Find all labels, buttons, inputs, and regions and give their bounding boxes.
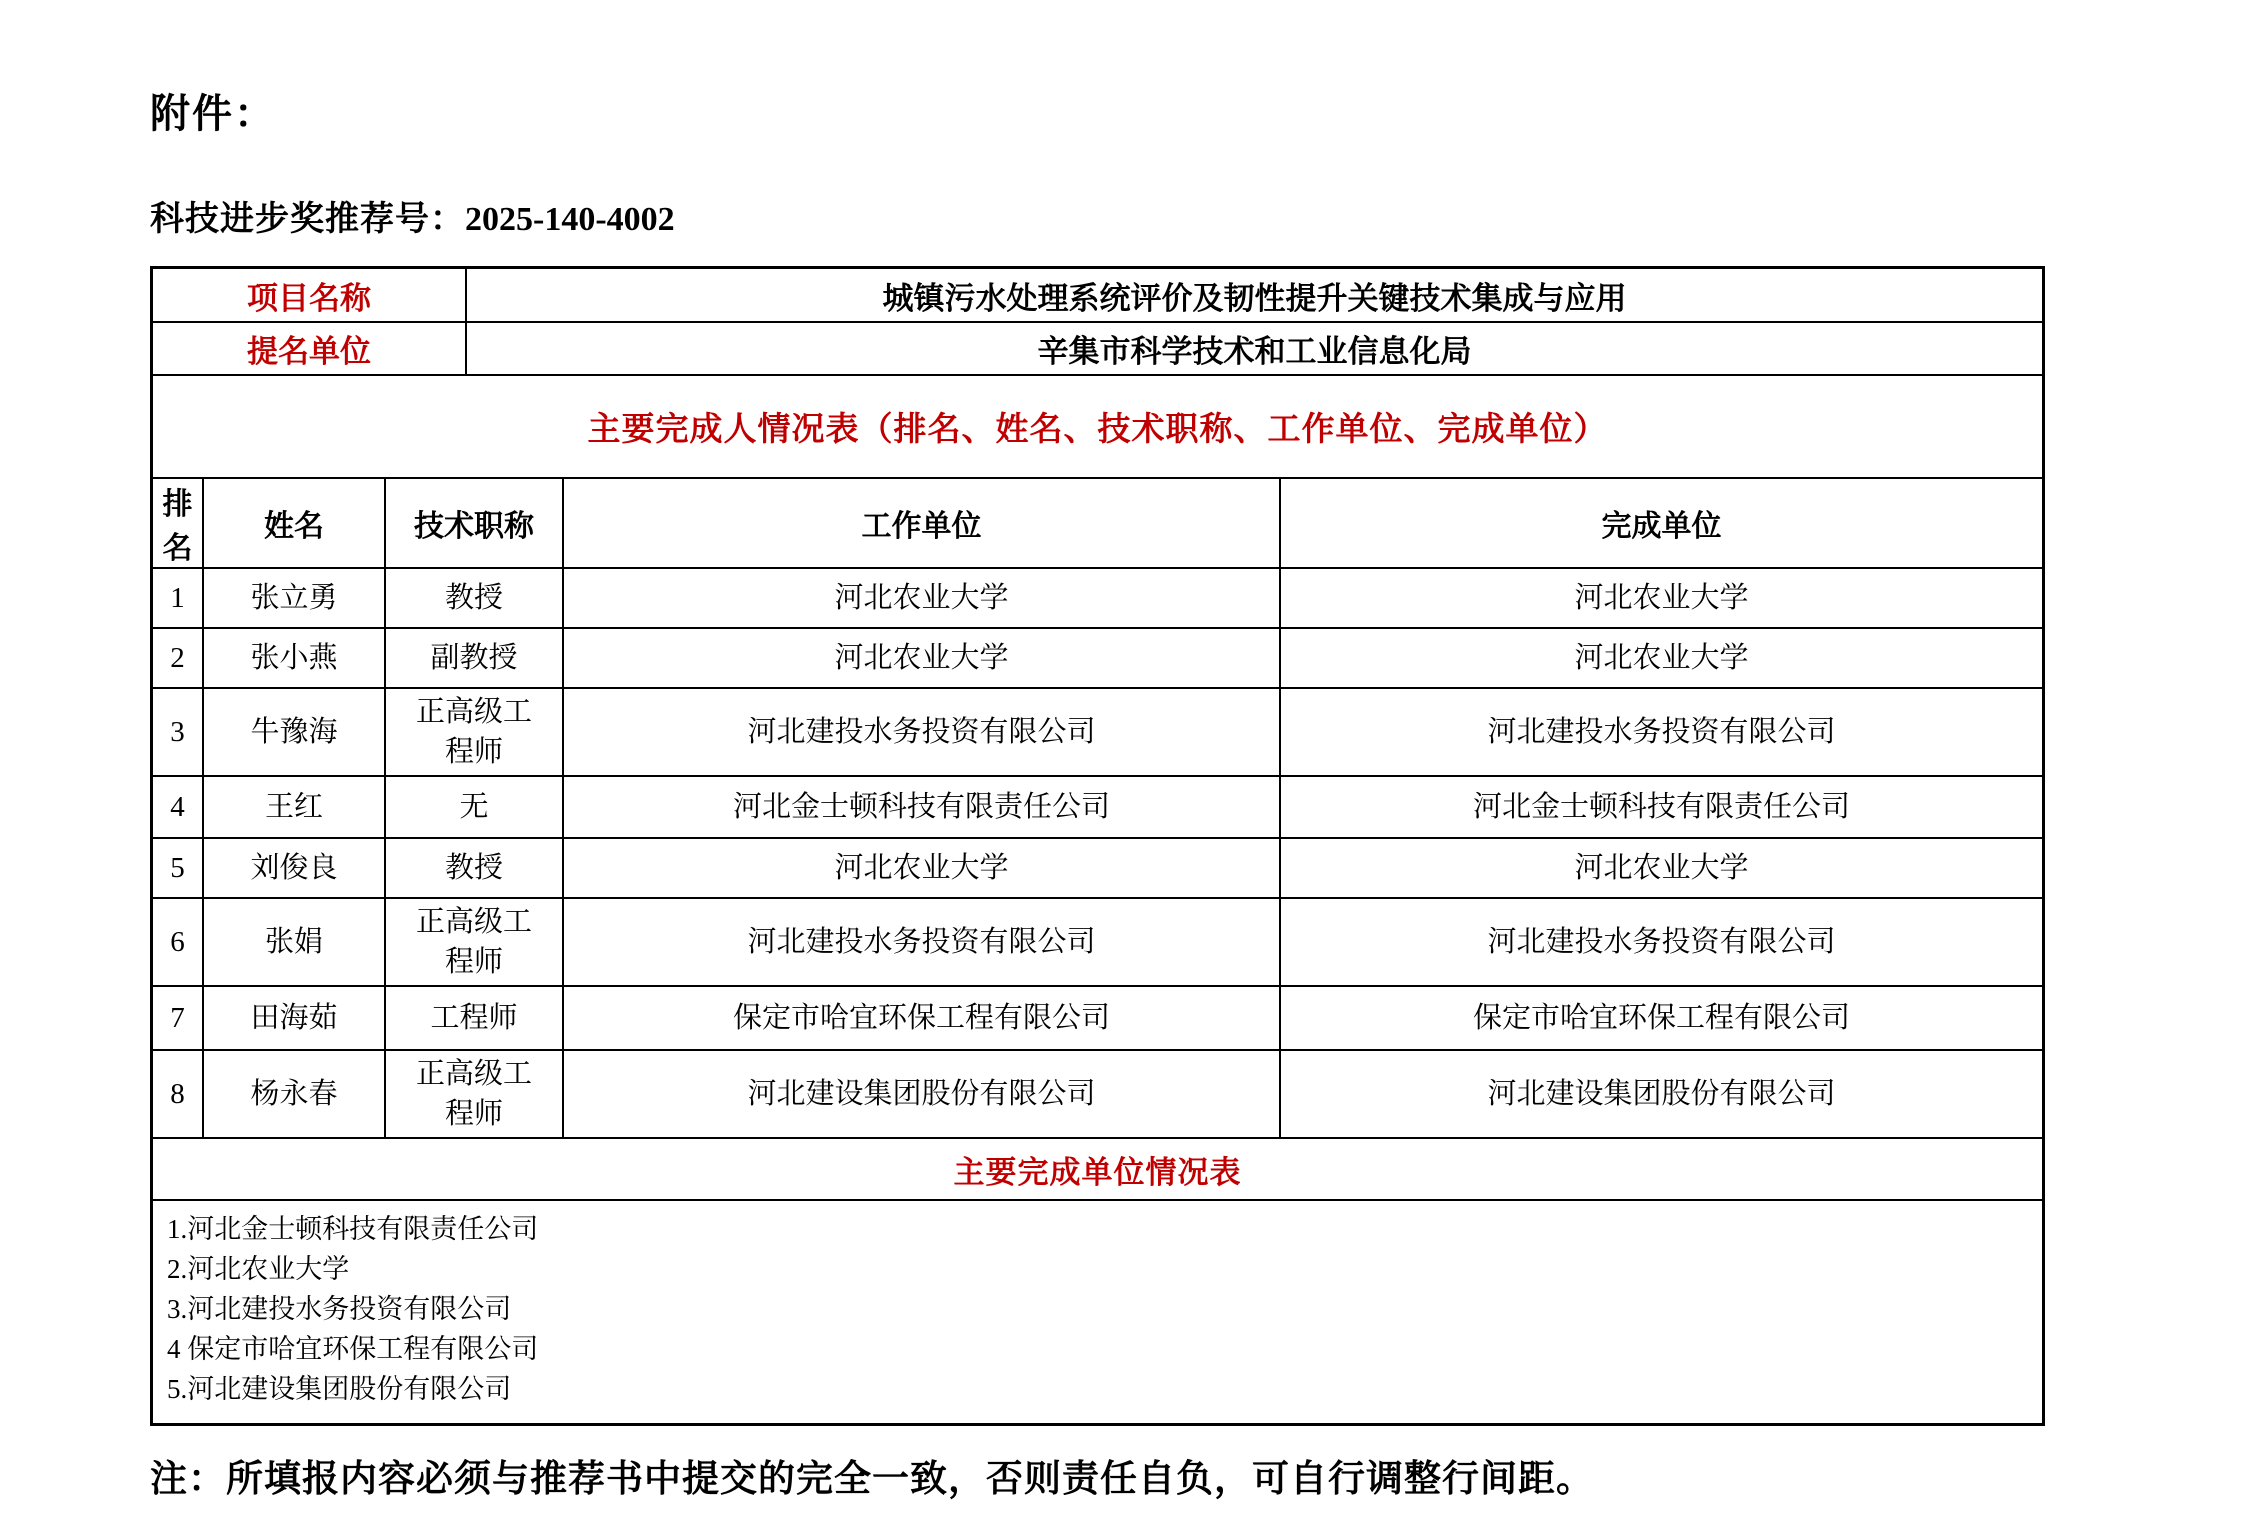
cell-title: 副教授 [385, 628, 563, 688]
cell-rank: 7 [153, 986, 203, 1050]
cell-title: 工程师 [385, 986, 563, 1050]
table-row [153, 898, 2042, 986]
footer-note: 注：所填报内容必须与推荐书中提交的完全一致，否则责任自负，可自行调整行间距。 [150, 1459, 1594, 1500]
cell-title: 教授 [385, 568, 563, 628]
cell-title: 正高级工程师 [385, 688, 563, 776]
cell-work-unit: 河北建投水务投资有限公司 [563, 898, 1280, 986]
info-row-project-name [153, 269, 2042, 322]
column-header-work-unit: 工作单位 [563, 479, 1280, 568]
cell-work-unit: 河北建投水务投资有限公司 [563, 688, 1280, 776]
cell-completion-unit: 保定市哈宜环保工程有限公司 [1280, 986, 2042, 1050]
completers-header-row [153, 479, 2042, 568]
recommendation-number: 2025-140-4002 [465, 201, 675, 238]
cell-rank: 5 [153, 838, 203, 898]
cell-rank: 6 [153, 898, 203, 986]
cell-work-unit: 保定市哈宜环保工程有限公司 [563, 986, 1280, 1050]
info-table [153, 269, 2042, 376]
cell-name: 牛豫海 [203, 688, 385, 776]
cell-rank: 1 [153, 568, 203, 628]
info-label-nominating-unit: 提名单位 [153, 322, 466, 375]
cell-name: 田海茹 [203, 986, 385, 1050]
cell-work-unit: 河北金士顿科技有限责任公司 [563, 776, 1280, 838]
info-value-nominating-unit: 辛集市科学技术和工业信息化局 [466, 322, 2042, 375]
cell-name: 刘俊良 [203, 838, 385, 898]
table-row [153, 568, 2042, 628]
table-row [153, 688, 2042, 776]
table-row [153, 628, 2042, 688]
cell-completion-unit: 河北金士顿科技有限责任公司 [1280, 776, 2042, 838]
units-list [153, 1201, 2042, 1423]
cell-work-unit: 河北建设集团股份有限公司 [563, 1050, 1280, 1138]
completers-table [153, 479, 2042, 1139]
cell-work-unit: 河北农业大学 [563, 838, 1280, 898]
column-header-title: 技术职称 [385, 479, 563, 568]
cell-rank: 3 [153, 688, 203, 776]
table-row [153, 1050, 2042, 1138]
table-row [153, 986, 2042, 1050]
info-label-project-name: 项目名称 [153, 269, 466, 322]
unit-list-item: 5.河北建设集团股份有限公司 [167, 1374, 512, 1404]
cell-name: 张娟 [203, 898, 385, 986]
unit-list-item: 2.河北农业大学 [167, 1254, 350, 1284]
cell-rank: 4 [153, 776, 203, 838]
cell-title: 正高级工程师 [385, 898, 563, 986]
cell-name: 张立勇 [203, 568, 385, 628]
info-value-project-name: 城镇污水处理系统评价及韧性提升关键技术集成与应用 [466, 269, 2042, 322]
cell-completion-unit: 河北建投水务投资有限公司 [1280, 688, 2042, 776]
main-table [150, 266, 2045, 1426]
unit-list-item: 3.河北建投水务投资有限公司 [167, 1294, 512, 1324]
cell-rank: 8 [153, 1050, 203, 1138]
cell-name: 杨永春 [203, 1050, 385, 1138]
units-table-title: 主要完成单位情况表 [153, 1139, 2042, 1201]
info-row-nominating-unit [153, 322, 2042, 375]
recommendation-line [150, 191, 2245, 240]
cell-title: 教授 [385, 838, 563, 898]
cell-title: 正高级工程师 [385, 1050, 563, 1138]
table-row [153, 838, 2042, 898]
column-header-completion-unit: 完成单位 [1280, 479, 2042, 568]
cell-rank: 2 [153, 628, 203, 688]
cell-name: 张小燕 [203, 628, 385, 688]
cell-name: 王红 [203, 776, 385, 838]
attachment-label: 附件： [150, 91, 276, 136]
completers-table-title: 主要完成人情况表（排名、姓名、技术职称、工作单位、完成单位） [153, 376, 2042, 479]
table-row [153, 776, 2042, 838]
cell-work-unit: 河北农业大学 [563, 628, 1280, 688]
cell-completion-unit: 河北建投水务投资有限公司 [1280, 898, 2042, 986]
cell-completion-unit: 河北农业大学 [1280, 838, 2042, 898]
cell-completion-unit: 河北农业大学 [1280, 628, 2042, 688]
column-header-rank: 排名 [153, 479, 203, 568]
cell-title: 无 [385, 776, 563, 838]
cell-work-unit: 河北农业大学 [563, 568, 1280, 628]
column-header-name: 姓名 [203, 479, 385, 568]
cell-completion-unit: 河北建设集团股份有限公司 [1280, 1050, 2042, 1138]
unit-list-item: 4 保定市哈宜环保工程有限公司 [167, 1334, 539, 1364]
unit-list-item: 1.河北金士顿科技有限责任公司 [167, 1214, 539, 1244]
recommendation-label: 科技进步奖推荐号： [150, 201, 465, 238]
cell-completion-unit: 河北农业大学 [1280, 568, 2042, 628]
